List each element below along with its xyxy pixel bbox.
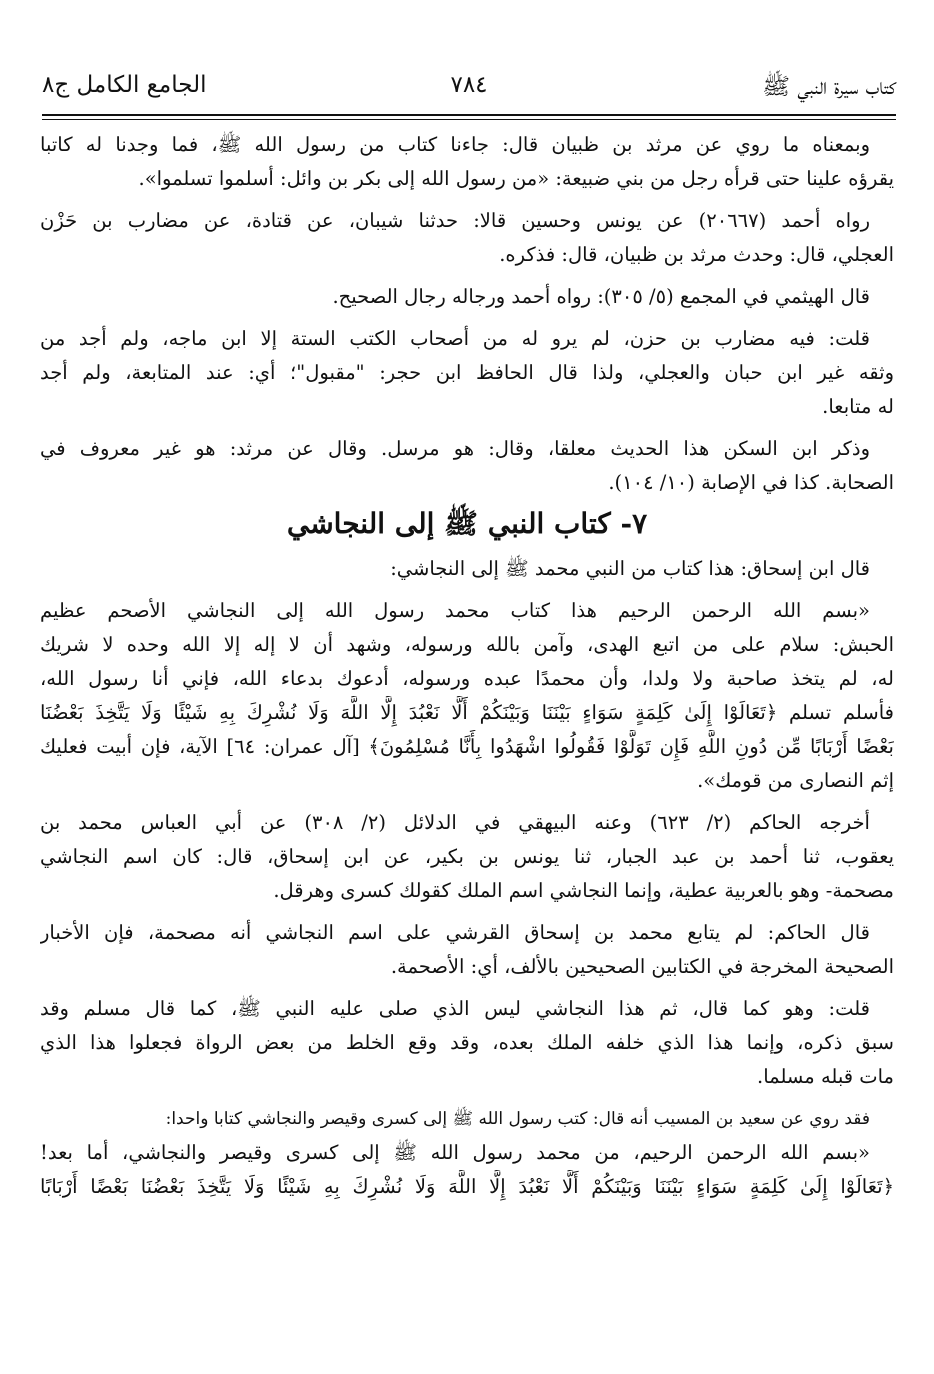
text-line: قلت: فيه مضارب بن حزن، لم يرو له من أصحاب الكتب الستة إلا ابن ماجه، ولم أجد من — [40, 327, 870, 350]
text-line: أخرجه الحاكم (٢/ ٦٢٣) وعنه البيهقي في الدلائل (٢/ ٣٠٨) عن أبي العباس محمد بن — [40, 811, 870, 834]
paragraph-2 — [40, 204, 894, 272]
running-header — [42, 72, 896, 108]
section-heading: ٧- كتاب النبي ﷺ إلى النجاشي — [286, 507, 648, 540]
quran-line: فأسلم تسلم ﴿تَعَالَوْا إِلَىٰ كَلِمَةٍ سَوَاءٍ بَيْنَنَا وَبَيْنَكُمْ أَلَّا نَعْبُدَ إِلَّا اللَّهَ وَلَا نُشْرِكَ بِهِ شَيْئًا وَلَا يَتَّخِذَ بَعْضُنَا — [40, 701, 894, 724]
text-line: الصحابة. كذا في الإصابة (١٠/ ١٠٤). — [608, 471, 894, 494]
page-number: ٧٨٤ — [450, 72, 488, 98]
text-line: «بسم الله الرحمن الرحيم هذا كتاب محمد رسول الله إلى النجاشي الأصحم عظيم — [40, 599, 870, 622]
text-line: وبمعناه ما روي عن مرثد بن ظبيان قال: جاءنا كتاب من رسول الله ﷺ، فما وجدنا له كاتبا — [40, 133, 870, 156]
text-line: له، لم يتخذ صاحبة ولا ولدا، وأن محمدًا عبده ورسوله، أدعوك بدعاء الله، فإني أنا رسول الله، — [40, 667, 894, 690]
text-line: قال ابن إسحاق: هذا كتاب من النبي محمد ﷺ إلى النجاشي: — [390, 557, 870, 580]
paragraph-12-letter — [40, 1136, 894, 1204]
quran-line: بَعْضًا أَرْبَابًا مِّن دُونِ اللَّهِ فَإِن تَوَلَّوْا فَقُولُوا اشْهَدُوا بِأَنَّا مُسْلِمُونَ﴾ [آل عمران: ٦٤] الآية، فإن أبيت فعليك — [40, 735, 894, 758]
quran-line: ﴿تَعَالَوْا إِلَىٰ كَلِمَةٍ سَوَاءٍ بَيْنَنَا وَبَيْنَكُمْ أَلَّا نَعْبُدَ إِلَّا اللَّهَ وَلَا نُشْرِكَ بِهِ شَيْئًا وَلَا يَتَّخِذَ بَعْضُنَا بَعْضًا أَرْبَابًا — [40, 1175, 894, 1198]
text-line: «بسم الله الرحمن الرحيم، من محمد رسول الله ﷺ إلى كسرى وقيصر والنجاشي، أما بعد! — [40, 1141, 870, 1164]
paragraph-4 — [40, 322, 894, 424]
text-line: رواه أحمد (٢٠٦٦٧) عن يونس وحسين قالا: حدثنا شيبان، عن قتادة، عن مضارب بن حَزْن — [40, 209, 870, 232]
text-line: له متابعا. — [822, 395, 894, 418]
text-line: مصحمة- وهو بالعربية عطية، وإنما النجاشي اسم الملك كقولك كسرى وهرقل. — [273, 879, 894, 902]
text-line: العجلي، قال: وحدث مرثد بن ظبيان، قال: فذكره. — [499, 243, 894, 266]
text-line: مات قبله مسلما. — [757, 1065, 894, 1088]
header-rule-thin — [42, 119, 896, 120]
paragraph-8 — [40, 806, 894, 908]
text-line: وذكر ابن السكن هذا الحديث معلقا، وقال: هو مرسل. وقال عن مرثد: هو غير معروف في — [40, 437, 870, 460]
paragraph-7-letter — [40, 594, 894, 798]
text-line: الصحيحة المخرجة في الكتابين الصحيحين بالألف، أي: الأصحمة. — [390, 955, 894, 978]
paragraph-6 — [40, 552, 894, 586]
text-line: سبق ذكره، وإنما هذا الذي خلفه الملك بعده، وقد وقع الخلط من بعض الرواة فجعلوا هذا الذي — [40, 1031, 894, 1054]
book-title: كتاب سيرة النبي ﷺ — [762, 74, 896, 100]
paragraph-9 — [40, 916, 894, 984]
text-line: قلت: وهو كما قال، ثم هذا النجاشي ليس الذي صلى عليه النبي ﷺ، كما قال مسلم وقد — [40, 997, 870, 1020]
text-line: يقرؤه علينا حتى قرأه رجل من بني ضبيعة: «من رسول الله إلى بكر بن وائل: أسلموا تسلموا». — [138, 167, 894, 190]
text-line: قال الحاكم: لم يتابع محمد بن إسحاق القرشي على اسم النجاشي أنه مصحمة، فإن الأخبار — [40, 921, 870, 944]
paragraph-10 — [40, 992, 894, 1094]
text-line: إثم النصارى من قومك». — [697, 769, 894, 792]
text-line: الحبش: سلام على من اتبع الهدى، وآمن بالله ورسوله، وشهد أن لا إله إلا الله وحده لا شريك — [40, 633, 894, 656]
volume-label: الجامع الكامل ج٨ — [42, 72, 207, 98]
text-line: وثقه غير ابن حبان والعجلي، ولذا قال الحافظ ابن حجر: "مقبول"؛ أي: عند المتابعة، ولم أجد — [40, 361, 894, 384]
paragraph-5 — [40, 432, 894, 500]
paragraph-1 — [40, 128, 894, 196]
page-body — [40, 128, 894, 1204]
text-line: يعقوب، ثنا أحمد بن عبد الجبار، ثنا يونس بن بكير، عن ابن إسحاق، قال: كان اسم النجاشي — [40, 845, 894, 868]
text-line: قال الهيثمي في المجمع (٥/ ٣٠٥): رواه أحمد ورجاله رجال الصحيح. — [332, 285, 870, 308]
header-rule-thick — [42, 114, 896, 116]
paragraph-3 — [40, 280, 894, 314]
paragraph-11 — [40, 1102, 894, 1136]
text-line: فقد روي عن سعيد بن المسيب أنه قال: كتب رسول الله ﷺ إلى كسرى وقيصر والنجاشي كتابا واحدا: — [165, 1109, 870, 1129]
